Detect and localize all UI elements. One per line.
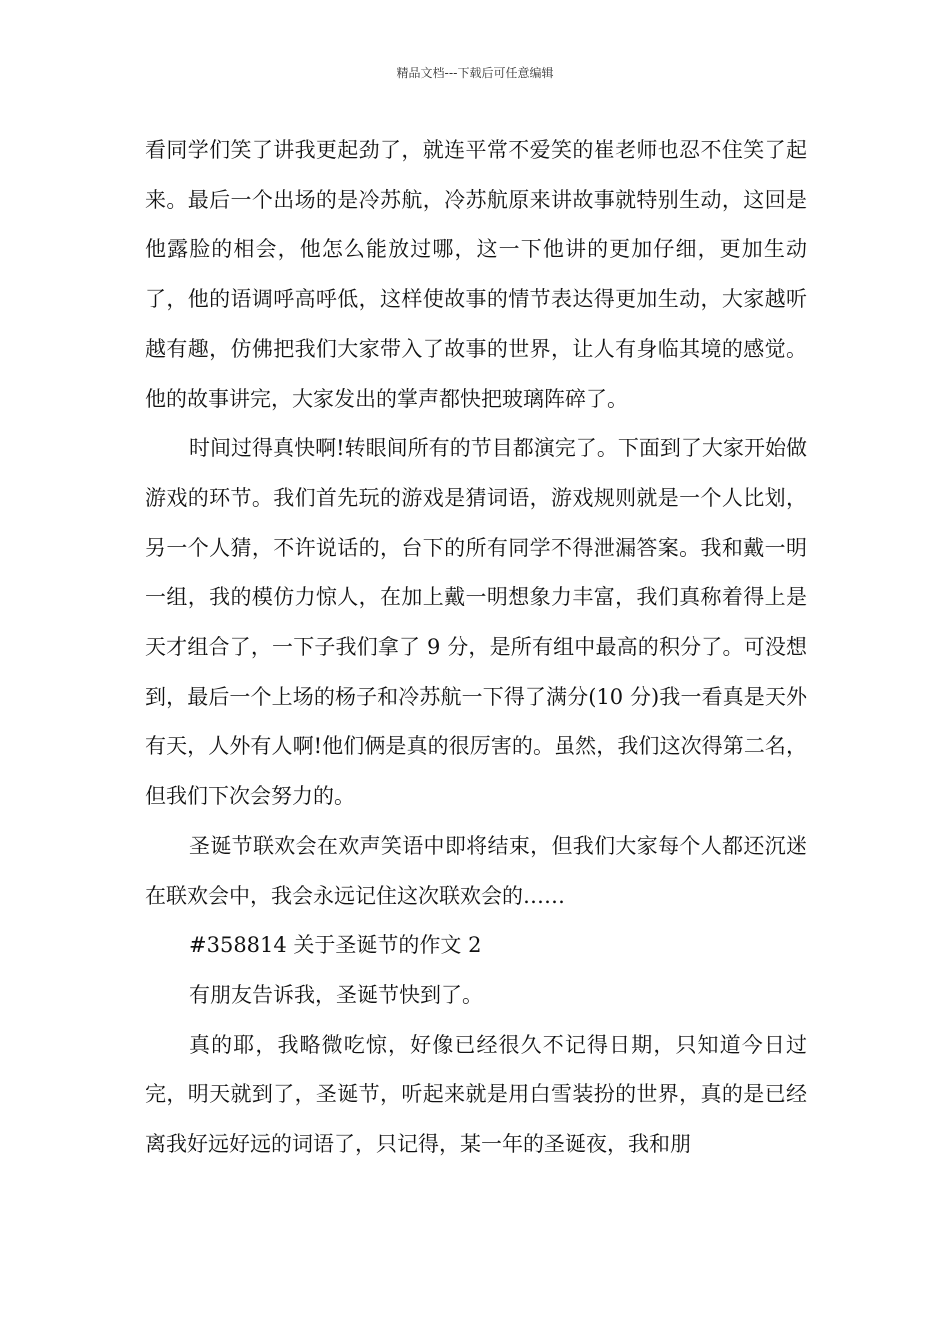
paragraph-4: 有朋友告诉我，圣诞节快到了。 — [189, 982, 483, 1007]
section-heading: #358814 关于圣诞节的作文 2 — [189, 933, 482, 958]
page-header: 精品文档---下载后可任意编辑 — [396, 66, 554, 80]
paragraph-3: 圣诞节联欢会在欢声笑语中即将结束，但我们大家每个人都还沉迷在联欢会中，我会永远记住这次联欢会的…… — [145, 833, 807, 908]
paragraph-5: 真的耶，我略微吃惊，好像已经很久不记得日期，只知道今日过完，明天就到了，圣诞节，听起来就是用白雪装扮的世界，真的是已经离我好远好远的词语了，只记得，某一年的圣诞夜，我和朋 — [145, 1032, 807, 1157]
paragraph-2: 时间过得真快啊!转眼间所有的节目都演完了。下面到了大家开始做游戏的环节。我们首先玩的游戏是猜词语，游戏规则就是一个人比划，另一个人猜，不许说话的，台下的所有同学不得泄漏答案。我和戴一明一组，我的模仿力惊人，在加上戴一明想象力丰富，我们真称着得上是天才组合了，一下子我们拿了 9 分，是所有组中最高的积分了。可没想到，最后一个上场的杨子和冷苏航一下得了满分(10 分)我一看真是天外有天，人外有人啊!他们俩是真的很厉害的。虽然，我们这次得第二名，但我们下次会努力的。 — [145, 436, 807, 809]
paragraph-1: 看同学们笑了讲我更起劲了，就连平常不爱笑的崔老师也忍不住笑了起来。最后一个出场的是冷苏航，冷苏航原来讲故事就特别生动，这回是他露脸的相会，他怎么能放过哪，这一下他讲的更加仔细，更加生动了，他的语调呼高呼低，这样使故事的情节表达得更加生动，大家越听越有趣，仿佛把我们大家带入了故事的世界，让人有身临其境的感觉。他的故事讲完，大家发出的掌声都快把玻璃阵碎了。 — [145, 138, 807, 411]
document-body — [145, 126, 807, 1170]
